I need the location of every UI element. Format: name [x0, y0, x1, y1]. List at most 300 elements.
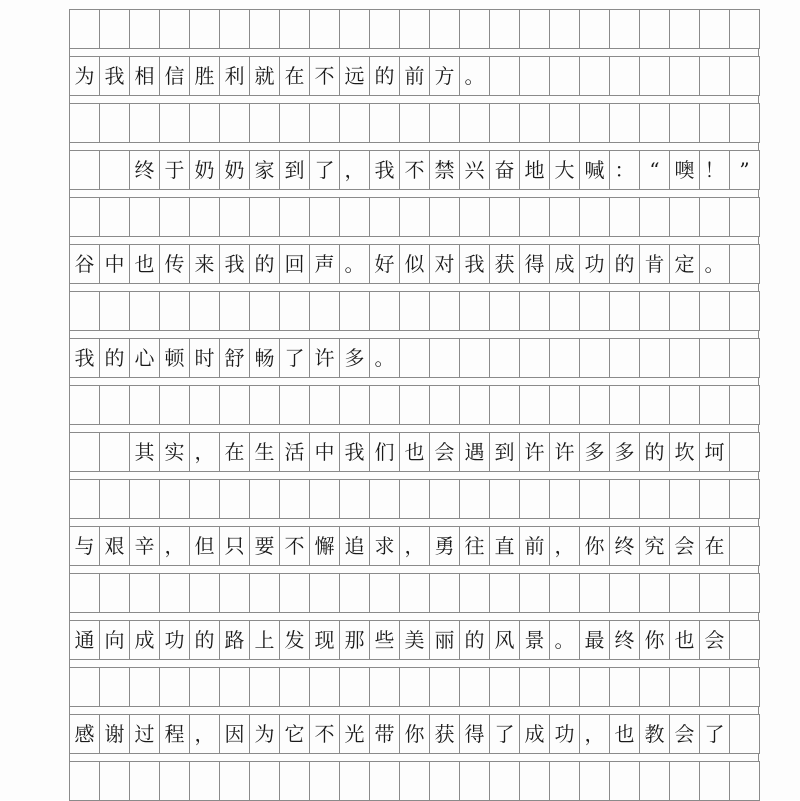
grid-cell	[550, 479, 580, 519]
grid-row	[69, 620, 759, 660]
grid-cell	[430, 385, 460, 425]
grid-cell	[670, 338, 700, 378]
grid-cell	[220, 761, 250, 801]
grid-cell	[550, 197, 580, 237]
grid-cell	[250, 103, 280, 143]
grid-cell	[400, 9, 430, 49]
grid-cell: 我	[220, 244, 250, 284]
grid-cell	[280, 573, 310, 613]
grid-cell	[430, 338, 460, 378]
grid-cell	[640, 103, 670, 143]
grid-cell	[700, 761, 730, 801]
grid-cell	[730, 9, 760, 49]
grid-cell	[400, 667, 430, 707]
grid-row	[69, 197, 759, 237]
grid-cell: 功	[580, 244, 610, 284]
grid-row	[69, 244, 759, 284]
grid-cell	[250, 573, 280, 613]
grid-cell: 似	[400, 244, 430, 284]
grid-cell	[610, 291, 640, 331]
grid-cell: 在	[280, 56, 310, 96]
grid-cell	[730, 761, 760, 801]
grid-cell	[730, 291, 760, 331]
grid-cell	[700, 338, 730, 378]
grid-cell	[70, 573, 100, 613]
grid-cell: 只	[220, 526, 250, 566]
grid-cell: 远	[340, 56, 370, 96]
grid-cell	[700, 479, 730, 519]
grid-cell	[520, 338, 550, 378]
grid-cell: 光	[340, 714, 370, 754]
grid-cell	[730, 667, 760, 707]
grid-cell	[130, 667, 160, 707]
grid-cell	[580, 667, 610, 707]
grid-cell: 禁	[430, 150, 460, 190]
grid-cell	[700, 667, 730, 707]
grid-cell	[730, 103, 760, 143]
grid-cell: 的	[250, 244, 280, 284]
grid-cell	[610, 761, 640, 801]
grid-cell	[700, 103, 730, 143]
grid-cell	[520, 385, 550, 425]
row-gap	[69, 331, 759, 338]
grid-cell	[220, 573, 250, 613]
grid-cell	[640, 761, 670, 801]
grid-cell	[460, 479, 490, 519]
grid-cell	[730, 56, 760, 96]
grid-cell	[730, 573, 760, 613]
grid-cell	[190, 573, 220, 613]
row-gap	[69, 284, 759, 291]
grid-cell	[340, 667, 370, 707]
grid-cell: 最	[580, 620, 610, 660]
grid-cell: 好	[370, 244, 400, 284]
grid-cell: 前	[400, 56, 430, 96]
grid-cell	[430, 9, 460, 49]
grid-cell	[100, 667, 130, 707]
grid-cell	[100, 479, 130, 519]
grid-cell	[340, 197, 370, 237]
grid-cell	[370, 479, 400, 519]
grid-cell: 定	[670, 244, 700, 284]
grid-cell: 利	[220, 56, 250, 96]
grid-cell	[490, 338, 520, 378]
grid-cell: 生	[250, 432, 280, 472]
grid-cell	[520, 479, 550, 519]
grid-cell	[550, 9, 580, 49]
grid-cell: 顿	[160, 338, 190, 378]
grid-cell: 也	[130, 244, 160, 284]
grid-cell	[640, 291, 670, 331]
grid-cell	[100, 197, 130, 237]
grid-cell	[190, 103, 220, 143]
grid-cell: 来	[190, 244, 220, 284]
grid-cell: 通	[70, 620, 100, 660]
grid-cell	[400, 385, 430, 425]
grid-cell	[220, 479, 250, 519]
grid-cell: ，	[400, 526, 430, 566]
grid-cell: 们	[370, 432, 400, 472]
grid-cell	[550, 103, 580, 143]
grid-cell	[280, 197, 310, 237]
grid-cell: 景	[520, 620, 550, 660]
grid-cell: 勇	[430, 526, 460, 566]
grid-cell: 求	[370, 526, 400, 566]
grid-cell	[670, 667, 700, 707]
grid-cell	[100, 761, 130, 801]
grid-cell	[190, 385, 220, 425]
grid-cell	[130, 479, 160, 519]
grid-cell	[490, 291, 520, 331]
grid-cell	[520, 761, 550, 801]
grid-cell	[580, 56, 610, 96]
grid-cell: 向	[100, 620, 130, 660]
grid-cell	[130, 385, 160, 425]
grid-cell	[580, 103, 610, 143]
grid-cell: 中	[310, 432, 340, 472]
grid-cell	[730, 197, 760, 237]
grid-cell	[130, 197, 160, 237]
grid-cell: 我	[460, 244, 490, 284]
grid-cell	[70, 103, 100, 143]
grid-cell: 坷	[700, 432, 730, 472]
grid-cell	[400, 761, 430, 801]
grid-cell	[100, 385, 130, 425]
grid-cell	[250, 479, 280, 519]
grid-cell	[70, 432, 100, 472]
grid-cell	[670, 573, 700, 613]
grid-cell	[670, 9, 700, 49]
grid-cell	[460, 667, 490, 707]
grid-cell: 在	[700, 526, 730, 566]
grid-cell: 舒	[220, 338, 250, 378]
grid-cell: 的	[100, 338, 130, 378]
grid-cell	[310, 667, 340, 707]
grid-cell	[280, 385, 310, 425]
grid-cell: 。	[370, 338, 400, 378]
grid-cell	[580, 573, 610, 613]
grid-cell	[370, 291, 400, 331]
row-gap	[69, 519, 759, 526]
grid-cell: 风	[490, 620, 520, 660]
grid-cell	[730, 479, 760, 519]
grid-cell	[370, 667, 400, 707]
grid-cell: ，	[550, 526, 580, 566]
grid-cell: 终	[610, 620, 640, 660]
row-gap	[69, 237, 759, 244]
grid-cell	[190, 197, 220, 237]
grid-cell: 成	[130, 620, 160, 660]
grid-cell: 往	[460, 526, 490, 566]
grid-cell	[400, 573, 430, 613]
grid-cell	[310, 9, 340, 49]
grid-cell: ，	[190, 714, 220, 754]
grid-cell: 信	[160, 56, 190, 96]
grid-cell: 丽	[430, 620, 460, 660]
grid-cell: 遇	[460, 432, 490, 472]
grid-cell: 家	[250, 150, 280, 190]
grid-cell	[70, 479, 100, 519]
grid-cell: 多	[340, 338, 370, 378]
grid-cell: 与	[70, 526, 100, 566]
grid-row	[69, 56, 759, 96]
grid-cell: 艰	[100, 526, 130, 566]
grid-row	[69, 526, 759, 566]
grid-cell	[400, 197, 430, 237]
grid-cell	[670, 761, 700, 801]
grid-cell	[730, 338, 760, 378]
grid-cell	[640, 479, 670, 519]
grid-cell	[190, 761, 220, 801]
grid-cell: 感	[70, 714, 100, 754]
row-gap	[69, 425, 759, 432]
grid-cell	[430, 197, 460, 237]
grid-cell	[190, 291, 220, 331]
grid-cell	[460, 338, 490, 378]
grid-cell: 的	[610, 244, 640, 284]
grid-cell: 于	[160, 150, 190, 190]
grid-cell	[550, 761, 580, 801]
grid-cell	[640, 9, 670, 49]
grid-cell	[400, 103, 430, 143]
grid-row	[69, 103, 759, 143]
grid-cell	[700, 291, 730, 331]
row-gap	[69, 143, 759, 150]
grid-cell	[520, 103, 550, 143]
grid-cell	[280, 291, 310, 331]
grid-cell	[340, 385, 370, 425]
grid-cell: 追	[340, 526, 370, 566]
grid-cell	[460, 761, 490, 801]
grid-cell	[310, 291, 340, 331]
grid-cell: 在	[220, 432, 250, 472]
grid-cell	[430, 667, 460, 707]
grid-cell: 会	[700, 620, 730, 660]
grid-cell: 了	[280, 338, 310, 378]
grid-cell	[640, 667, 670, 707]
grid-cell: 直	[490, 526, 520, 566]
grid-cell	[340, 573, 370, 613]
grid-row	[69, 9, 759, 49]
grid-cell: 许	[520, 432, 550, 472]
grid-cell	[280, 479, 310, 519]
grid-cell: 也	[670, 620, 700, 660]
grid-cell	[310, 573, 340, 613]
grid-cell	[370, 573, 400, 613]
grid-cell	[490, 9, 520, 49]
grid-cell	[250, 197, 280, 237]
grid-cell	[730, 714, 760, 754]
grid-cell	[580, 291, 610, 331]
row-gap	[69, 472, 759, 479]
grid-cell: 功	[160, 620, 190, 660]
grid-cell: 终	[130, 150, 160, 190]
grid-cell: 。	[550, 620, 580, 660]
grid-cell	[580, 761, 610, 801]
grid-cell: 成	[520, 714, 550, 754]
grid-cell: 你	[580, 526, 610, 566]
grid-cell: 我	[340, 432, 370, 472]
grid-cell	[190, 9, 220, 49]
grid-cell: 的	[370, 56, 400, 96]
grid-cell: ，	[160, 526, 190, 566]
grid-cell: 上	[250, 620, 280, 660]
grid-cell	[370, 9, 400, 49]
grid-cell	[310, 479, 340, 519]
grid-cell	[670, 385, 700, 425]
grid-cell	[70, 385, 100, 425]
grid-cell: ，	[190, 432, 220, 472]
grid-cell: 你	[400, 714, 430, 754]
grid-cell: 实	[160, 432, 190, 472]
grid-cell	[580, 385, 610, 425]
grid-cell: 大	[550, 150, 580, 190]
grid-cell	[550, 338, 580, 378]
grid-cell: 成	[550, 244, 580, 284]
grid-cell: 它	[280, 714, 310, 754]
grid-cell	[580, 479, 610, 519]
grid-cell: 的	[640, 432, 670, 472]
grid-cell	[700, 385, 730, 425]
grid-cell	[220, 9, 250, 49]
grid-cell	[340, 761, 370, 801]
grid-cell	[430, 761, 460, 801]
grid-cell	[370, 385, 400, 425]
grid-cell: 不	[280, 526, 310, 566]
grid-cell: 地	[520, 150, 550, 190]
grid-cell: 多	[610, 432, 640, 472]
grid-cell	[730, 432, 760, 472]
grid-cell	[520, 56, 550, 96]
grid-cell	[280, 9, 310, 49]
row-gap	[69, 378, 759, 385]
grid-cell: 谷	[70, 244, 100, 284]
grid-cell	[310, 197, 340, 237]
grid-cell	[490, 197, 520, 237]
grid-cell	[250, 667, 280, 707]
grid-cell: 到	[490, 432, 520, 472]
grid-cell	[490, 385, 520, 425]
grid-cell: 对	[430, 244, 460, 284]
grid-cell	[220, 197, 250, 237]
grid-cell: 。	[340, 244, 370, 284]
grid-cell	[70, 667, 100, 707]
grid-cell	[400, 479, 430, 519]
grid-cell	[490, 667, 520, 707]
grid-cell	[100, 573, 130, 613]
grid-cell: 声	[310, 244, 340, 284]
grid-cell: 肯	[640, 244, 670, 284]
grid-cell	[190, 479, 220, 519]
grid-cell: 你	[640, 620, 670, 660]
grid-cell	[310, 385, 340, 425]
grid-row	[69, 573, 759, 613]
grid-row	[69, 432, 759, 472]
grid-cell	[580, 9, 610, 49]
grid-cell	[250, 761, 280, 801]
grid-cell	[460, 291, 490, 331]
grid-cell: 为	[250, 714, 280, 754]
grid-cell	[280, 761, 310, 801]
grid-cell	[610, 56, 640, 96]
grid-row	[69, 761, 759, 801]
grid-cell: 会	[670, 526, 700, 566]
grid-cell	[550, 291, 580, 331]
grid-cell	[670, 56, 700, 96]
grid-cell	[220, 385, 250, 425]
grid-cell	[400, 338, 430, 378]
grid-cell	[100, 9, 130, 49]
grid-cell	[490, 573, 520, 613]
grid-cell	[730, 620, 760, 660]
grid-cell	[430, 291, 460, 331]
grid-cell	[250, 9, 280, 49]
grid-cell: 时	[190, 338, 220, 378]
grid-cell	[640, 573, 670, 613]
grid-cell: 活	[280, 432, 310, 472]
grid-cell	[610, 9, 640, 49]
grid-cell	[700, 573, 730, 613]
grid-cell	[610, 479, 640, 519]
grid-cell: 我	[370, 150, 400, 190]
grid-cell: 带	[370, 714, 400, 754]
grid-cell: ！	[700, 150, 730, 190]
grid-cell	[430, 103, 460, 143]
grid-cell	[160, 9, 190, 49]
grid-cell: ：	[610, 150, 640, 190]
grid-cell: 程	[160, 714, 190, 754]
grid-cell: 不	[400, 150, 430, 190]
grid-cell: 兴	[460, 150, 490, 190]
grid-cell: 心	[130, 338, 160, 378]
grid-cell: 坎	[670, 432, 700, 472]
grid-cell	[490, 479, 520, 519]
row-gap	[69, 49, 759, 56]
grid-cell: 也	[400, 432, 430, 472]
grid-cell	[160, 385, 190, 425]
grid-cell	[190, 667, 220, 707]
grid-row	[69, 714, 759, 754]
grid-cell: 谢	[100, 714, 130, 754]
row-gap	[69, 707, 759, 714]
grid-cell	[100, 103, 130, 143]
grid-cell: 会	[670, 714, 700, 754]
grid-cell	[460, 103, 490, 143]
row-gap	[69, 754, 759, 761]
grid-row	[69, 667, 759, 707]
grid-cell	[610, 667, 640, 707]
grid-cell	[490, 761, 520, 801]
grid-cell	[160, 479, 190, 519]
grid-cell	[490, 103, 520, 143]
grid-cell: 中	[100, 244, 130, 284]
grid-cell	[250, 291, 280, 331]
grid-cell: 教	[640, 714, 670, 754]
grid-cell	[370, 103, 400, 143]
grid-cell	[130, 9, 160, 49]
grid-cell	[130, 573, 160, 613]
grid-cell	[610, 573, 640, 613]
grid-cell	[730, 244, 760, 284]
grid-cell: 。	[700, 244, 730, 284]
row-gap	[69, 96, 759, 103]
grid-cell	[700, 56, 730, 96]
grid-cell	[550, 667, 580, 707]
grid-cell	[610, 103, 640, 143]
grid-cell	[400, 291, 430, 331]
grid-cell: 也	[610, 714, 640, 754]
grid-cell	[340, 479, 370, 519]
